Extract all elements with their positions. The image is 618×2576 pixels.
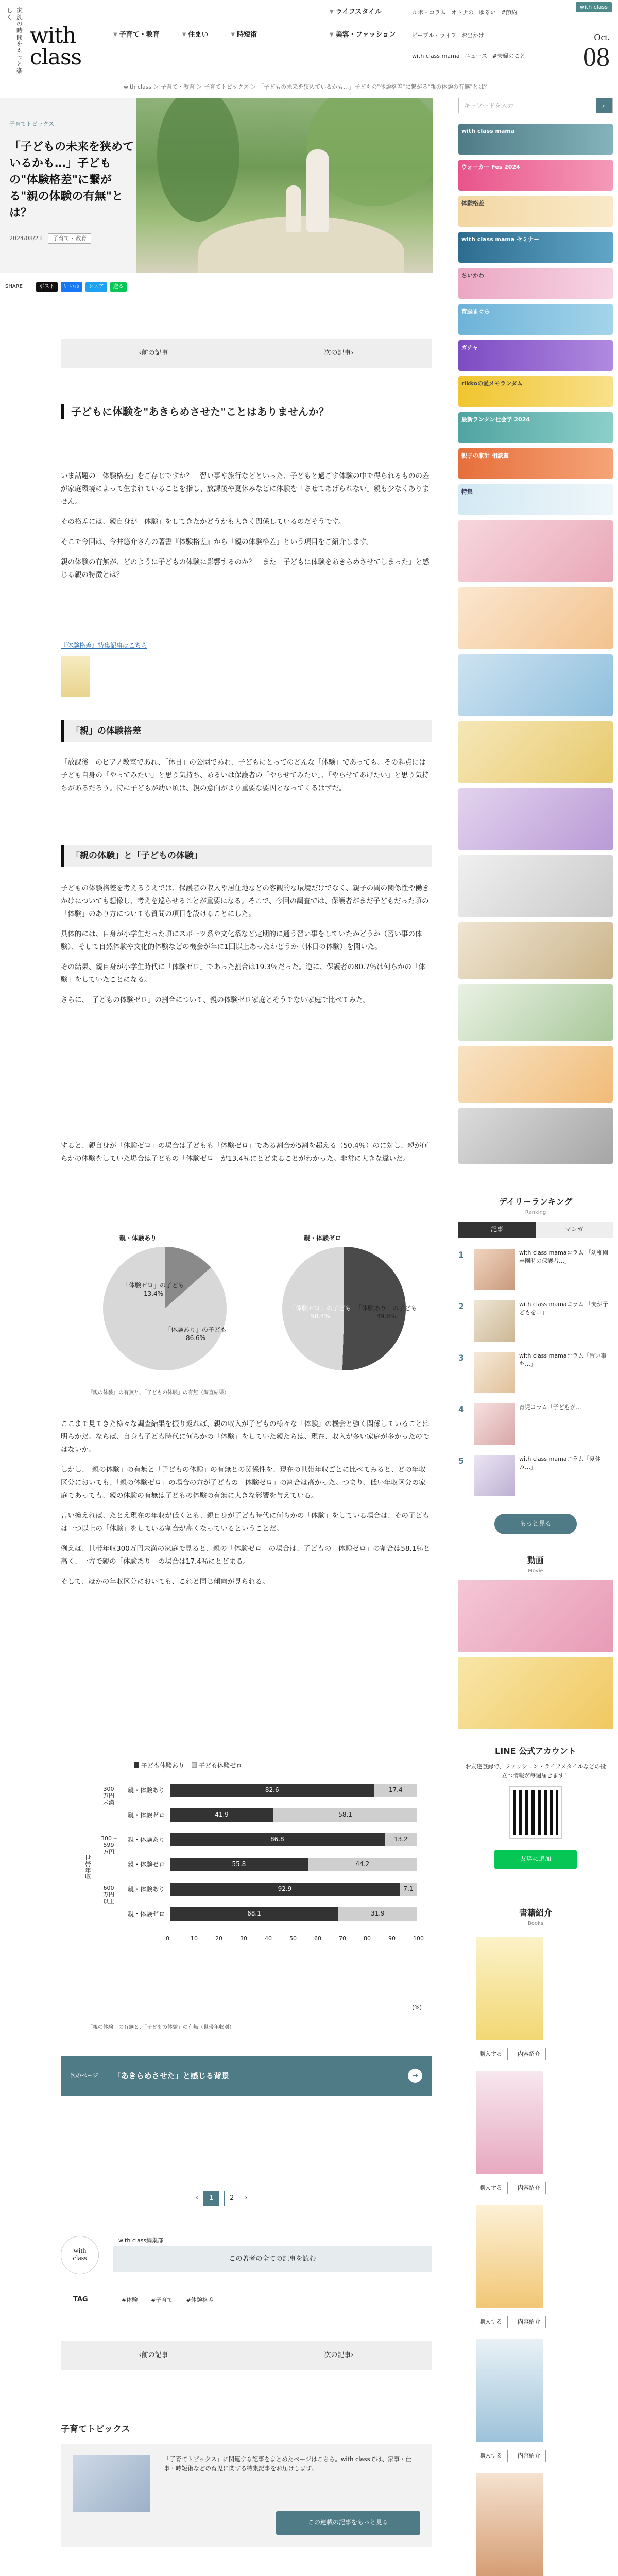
paragraph-3: 子どもの体験格差を考えるうえでは、保護者の収入や居住地などの客観的な環境だけでなく、親子の間の関係性や働きかけについても想像し、考えを巡らせることが重要になる。そこで、今回の調査では、保護者がまだ子どもだった頃の「体験」のあり方についても質問の項目を設けることにした。 具体的には、自身が小学生だった頃にスポーツ系や文化系など定期的に通う習い事をしていたかどうか（習い事の体験）、そして自然体験や文化的体験などの機会が年に1回以上あったかどうか（休日の体験）を聞いた。 その結果、親自身が小学生時代に「体験ゼロ」であった割合は19.3％だった。逆に、保護者の80.7％は何らかの「体験」をしていたことになる。 さらに、「子どもの体験ゼロ」の割合について、親の体験ゼロ家庭とそうでない家庭で比べてみた。 bbox=[61, 884, 430, 1004]
main-nav: ▼ 子育て・教育 ▼ 住まい ▼ 時短術 bbox=[113, 30, 257, 41]
x-tick-label: 50 bbox=[289, 1935, 297, 1942]
sidebar-ad[interactable] bbox=[458, 1108, 613, 1164]
topics-title: 子育てトピックス bbox=[61, 2424, 130, 2434]
figure-1-caption: 『親の体験』の有無と、「子どもの体験」の有無（調査結果） bbox=[88, 1390, 229, 1396]
line-text: お友達登録で、ファッション・ライフスタイルなどの役立つ情報が毎週届きます！ bbox=[465, 1763, 606, 1779]
sidebar-ad[interactable] bbox=[458, 922, 613, 979]
nav-lifestyle[interactable]: ライフスタイル bbox=[335, 8, 382, 16]
bar-row-label: 親・体験ゼロ bbox=[127, 1811, 165, 1819]
nav-beauty-wrap: ▼ 美容・ファッション bbox=[330, 30, 396, 41]
book-buttons bbox=[474, 2182, 546, 2194]
video-thumbnail[interactable] bbox=[458, 1657, 613, 1729]
paragraph-5: ここまで見てきた様々な調査結果を振り返れば、親の収入が子どもの様々な「体験」の機会と強く関係していることは明らかだ。ならば、自身も子ども時代に何らかの「体験」をしていた親たちは、現在、収入が多い家庭が多かったのではないか。 しかし、「親の体験」の有無と「子どもの体験」の有無との関係性を、現在の世帯年収ごとに比べてみると、どの年収区分においても、「親の体験ゼロ」の場合の方が子どもの「体験ゼロ」の割合は高かった。つまり、低い年収区分の家庭であっても、親の体験の有無は子どもの体験の有無に大きな影響を与えている。 言い換えれば、たとえ現在の年収が低くとも、親自身が子ども時代に何らかの「体験」をしている場合は、その子どもは一つ以上の「体験」をしている割合が高くなっているということだ。 例えば、世帯年収300万円未満の家庭で見ると、親の「体験ゼロ」の場合は、子どもの「体験ゼロ」の割合は58.1％と高く、一方で親の「体験あり」の場合は17.4％にとどまる。 そして、ほかの年収区分においても、これと同じ傾向が見られる。 bbox=[61, 1420, 431, 1586]
top-badge[interactable]: with class bbox=[576, 2, 612, 12]
sidebar-ad[interactable] bbox=[458, 654, 613, 716]
section-heading-3: 「親の体験」と「子どもの体験」 bbox=[61, 845, 432, 867]
legend-item-zero: 子ども体験ゼロ bbox=[192, 1761, 242, 1771]
article-pager-bottom bbox=[61, 2341, 432, 2370]
sidebar-ad[interactable] bbox=[458, 587, 613, 649]
share-label: SHARE bbox=[5, 284, 23, 290]
subnav-item[interactable]: ピープル・ライフ bbox=[412, 32, 456, 39]
sidebar-ad[interactable] bbox=[458, 788, 613, 850]
arrow-right-icon: → bbox=[408, 2069, 422, 2083]
legend-item-yes: 子ども体験あり bbox=[134, 1761, 184, 1771]
book-buttons bbox=[474, 2316, 546, 2328]
pagination-prev-icon[interactable]: ‹ bbox=[196, 2194, 199, 2202]
subnav-item[interactable]: ルポ・コラム bbox=[412, 9, 446, 16]
bar-group-label: 300〜599万円 bbox=[101, 1835, 117, 1856]
x-tick-label: 100 bbox=[413, 1935, 424, 1942]
article-tag[interactable]: 子育て・教育 bbox=[48, 233, 91, 244]
topics-box bbox=[61, 2444, 432, 2547]
buy-button[interactable]: 購入する bbox=[474, 2450, 508, 2462]
book-cover[interactable] bbox=[476, 2071, 543, 2174]
book-cover[interactable] bbox=[476, 2473, 543, 2576]
ranking-item[interactable]: 1 with class mamaコラム 「幼稚園卒園時の保護者…」 bbox=[458, 1249, 613, 1295]
ranking-tab-articles[interactable]: 記事 bbox=[458, 1222, 536, 1238]
line-qr-code bbox=[510, 1787, 561, 1838]
nav-parenting[interactable]: 子育て・教育 bbox=[119, 31, 160, 39]
tag-list bbox=[122, 2296, 214, 2305]
bar-row bbox=[170, 1883, 417, 1896]
bar-segment-yes: 41.9 bbox=[170, 1808, 273, 1822]
pie-title-1: 親・体験あり bbox=[119, 1234, 157, 1242]
author-name: with class編集部 bbox=[118, 2237, 164, 2244]
sidebar-ad[interactable]: 体験格差 bbox=[458, 196, 613, 227]
bar-segment-zero: 44.2 bbox=[308, 1858, 417, 1871]
sidebar-ad[interactable] bbox=[458, 1046, 613, 1103]
tag-item[interactable]: #体験 bbox=[122, 2297, 138, 2303]
sidebar-ad[interactable]: 育脳まぐら bbox=[458, 304, 613, 335]
subnav-item[interactable]: with class mama bbox=[412, 53, 460, 59]
ranking-item[interactable]: 2 with class mamaコラム 「夫が子どもを…」 bbox=[458, 1300, 613, 1347]
sidebar-ad[interactable] bbox=[458, 520, 613, 582]
line-add-friend-button[interactable]: 友達に追加 bbox=[494, 1850, 577, 1869]
ranking-more-button[interactable]: もっと見る bbox=[494, 1514, 577, 1534]
sidebar-ad[interactable]: with class mama bbox=[458, 124, 613, 155]
author-avatar: with class bbox=[61, 2236, 99, 2274]
bar-chart-xlabel: (%) bbox=[412, 2004, 422, 2011]
topics-text: 「子育てトピックス」に関連する記事をまとめたページはこちら。with classでは、家事・仕事・時短術などの育児に関する特集記事をお届けします。 bbox=[164, 2455, 412, 2472]
subnav-mid bbox=[412, 31, 489, 40]
prev-article-link[interactable]: ‹ 前の記事 bbox=[139, 2351, 168, 2359]
article-title: 「子どもの未来を狭めているかも…」子どもの"体験格差"に繋がる"親の体験の有無"とは？ bbox=[9, 141, 134, 219]
subnav-item[interactable]: #節約 bbox=[501, 9, 518, 16]
bar-group-label: 300万円未満 bbox=[103, 1786, 114, 1806]
subnav-item[interactable]: オトナの bbox=[451, 9, 474, 16]
x-tick-label: 80 bbox=[364, 1935, 371, 1942]
ranking-item[interactable]: 4 育児コラム「子どもが…」 bbox=[458, 1403, 613, 1450]
x-tick-label: 40 bbox=[265, 1935, 272, 1942]
nav-beauty[interactable]: 美容・ファッション bbox=[335, 31, 396, 39]
details-button[interactable]: 内容紹介 bbox=[512, 2048, 546, 2060]
bar-row-label: 親・体験あり bbox=[127, 1886, 165, 1893]
section-heading-1: 子どもに体験を"あきらめさせた"ことはありませんか？ bbox=[61, 404, 432, 419]
bar-row-label: 親・体験ゼロ bbox=[127, 1910, 165, 1918]
ranking-item[interactable]: 5 with class mamaコラム「夏休み…」 bbox=[458, 1455, 613, 1501]
ranking-item[interactable]: 3 with class mamaコラム「習い事を…」 bbox=[458, 1352, 613, 1398]
bar-segment-yes: 55.8 bbox=[170, 1858, 308, 1871]
article-hero bbox=[0, 98, 433, 273]
subnav-bottom bbox=[412, 52, 530, 61]
topics-more-button[interactable]: この連載の記事をもっと見る bbox=[276, 2511, 420, 2535]
sidebar-ad[interactable] bbox=[458, 721, 613, 783]
sidebar-ad[interactable] bbox=[458, 984, 613, 1041]
video-title: 動画 Movie bbox=[527, 1555, 544, 1574]
bar-segment-zero: 7.1 bbox=[400, 1883, 417, 1896]
bar-row bbox=[170, 1808, 417, 1822]
x-tick-label: 70 bbox=[339, 1935, 346, 1942]
paragraph-4: すると、親自身が「体験ゼロ」の場合は子どもも「体験ゼロ」である割合が5割を超える（50.4％）のに対し、親が何らかの体験をしていた場合は子どもの「体験ゼロ」が13.4％にとどまることがわかった。非常に大きな違いだ。 bbox=[61, 1142, 428, 1163]
sidebar-ad[interactable]: 最新ランタン社会学 2024 bbox=[458, 412, 613, 443]
site-tagline: 家族の時間をもっと楽しく bbox=[6, 7, 23, 74]
bar-chart-legend bbox=[134, 1761, 242, 1771]
topics-image[interactable] bbox=[73, 2455, 150, 2512]
pagination bbox=[196, 2191, 247, 2206]
buy-button[interactable]: 購入する bbox=[474, 2048, 508, 2060]
article-category[interactable]: 子育てトピックス bbox=[9, 121, 55, 127]
ranking-title: デイリーランキング Ranking bbox=[499, 1197, 573, 1215]
bar-segment-yes: 68.1 bbox=[170, 1907, 338, 1921]
bar-segment-zero: 58.1 bbox=[273, 1808, 417, 1822]
x-tick-label: 10 bbox=[191, 1935, 198, 1942]
book-cover[interactable] bbox=[476, 2339, 543, 2442]
share-facebook-button[interactable]: いいね bbox=[61, 282, 82, 292]
section-heading-2: 「親」の体験格差 bbox=[61, 720, 432, 742]
article-pager-top bbox=[61, 339, 432, 368]
video-thumbnail[interactable] bbox=[458, 1580, 613, 1652]
next-article-link[interactable]: 次の記事 › bbox=[324, 349, 354, 357]
x-tick-label: 20 bbox=[215, 1935, 222, 1942]
book-buttons bbox=[474, 2048, 546, 2060]
breadcrumb[interactable]: with class ＞ 子育て・教育 ＞ 子育てトピックス ＞ 「子どもの未来を狭めているかも…」子どもの"体験格差"に繋がる"親の体験の有無"とは？ bbox=[124, 83, 490, 90]
sidebar-ad[interactable]: ガチャ bbox=[458, 340, 613, 371]
bar-segment-yes: 86.8 bbox=[170, 1833, 385, 1846]
sidebar-ad[interactable] bbox=[458, 855, 613, 917]
tag-item[interactable]: #子育て bbox=[151, 2297, 173, 2303]
tags-label: TAG bbox=[73, 2296, 88, 2303]
bar-chart-ylabel: 世帯年収 bbox=[84, 1855, 92, 1879]
bar-segment-yes: 92.9 bbox=[170, 1883, 400, 1896]
sidebar-ad[interactable]: 特集 bbox=[458, 484, 613, 515]
nav-housing[interactable]: 住まい bbox=[188, 31, 209, 39]
prev-article-link[interactable]: ‹ 前の記事 bbox=[139, 349, 168, 357]
pie-title-2: 親・体験ゼロ bbox=[304, 1234, 341, 1242]
details-button[interactable]: 内容紹介 bbox=[512, 2182, 546, 2194]
pie1-slice-yes-label: 「体験あり」の子ども 86.6% bbox=[165, 1326, 227, 1342]
tag-item[interactable]: #体験格差 bbox=[186, 2297, 214, 2303]
subnav-item[interactable]: お出かけ bbox=[461, 32, 484, 39]
pie2-slice-yes-label: 「体験あり」の子ども 49.6% bbox=[355, 1304, 418, 1320]
x-tick-label: 30 bbox=[240, 1935, 247, 1942]
page-1-button[interactable]: 1 bbox=[203, 2191, 219, 2206]
bar-segment-zero: 13.2 bbox=[385, 1833, 417, 1846]
share-bar bbox=[5, 282, 127, 292]
bar-group-label: 600万円以上 bbox=[103, 1885, 114, 1905]
book-cover-image[interactable] bbox=[61, 656, 90, 697]
article-date: 2024/08/23 bbox=[9, 235, 42, 242]
nav-lifestyle-wrap: ▼ ライフスタイル bbox=[330, 7, 382, 18]
search-input[interactable]: キーワードを入力 ⌕ bbox=[458, 98, 613, 113]
site-header bbox=[0, 0, 618, 77]
bar-row bbox=[170, 1833, 417, 1846]
details-button[interactable]: 内容紹介 bbox=[512, 2450, 546, 2462]
book-buttons bbox=[474, 2450, 546, 2462]
sidebar-ad[interactable]: with class mama セミナー bbox=[458, 232, 613, 263]
sidebar-ad[interactable]: ちいかわ bbox=[458, 268, 613, 299]
pie1-slice-zero-label: 「体験ゼロ」の子ども 13.4% bbox=[123, 1282, 185, 1297]
pagination-next-icon[interactable]: › bbox=[245, 2194, 248, 2202]
ranking-tab-manga[interactable]: マンガ bbox=[536, 1222, 613, 1238]
bar-segment-yes: 82.6 bbox=[170, 1784, 374, 1797]
book-link[interactable]: 『体験格差』特集記事はこちら bbox=[61, 642, 148, 649]
bar-row-label: 親・体験ゼロ bbox=[127, 1861, 165, 1868]
hero-photo bbox=[136, 98, 433, 273]
intro-text: いま話題の「体験格差」をご存じですか？ 習い事や旅行などといった、子どもと過ごす体験の中で得られるものの差が家庭環境によって生まれていることを指し、放課後や夏休みなどに体験を「させてあげられない」親も少なくありません。 その格差には、親自身が「体験」をしてきたかどうかも大きく関係しているのだそうです。 そこで今回は、今井悠介さんの著書『体験格差』から「親の体験格差」という項目をご紹介します。 親の体験の有無が、どのように子どもの体験に影響するのか？ また「子どもに体験をあきらめさせてしまった」と感じる親の特徴とは？ bbox=[61, 472, 430, 579]
bar-row-label: 親・体験あり bbox=[127, 1836, 165, 1843]
bar-row bbox=[170, 1907, 417, 1921]
bar-row bbox=[170, 1784, 417, 1797]
line-title: LINE 公式アカウント bbox=[495, 1746, 576, 1756]
page-2-button[interactable]: 2 bbox=[224, 2191, 239, 2206]
bar-segment-zero: 31.9 bbox=[338, 1907, 417, 1921]
sidebar-ad[interactable]: ウォーカー Fes 2024 bbox=[458, 160, 613, 191]
buy-button[interactable]: 購入する bbox=[474, 2316, 508, 2328]
subnav-item[interactable]: ゆるい bbox=[478, 9, 496, 16]
pie-chart-parent-experience-yes bbox=[103, 1247, 227, 1370]
share-line-button[interactable]: 送る bbox=[110, 282, 127, 292]
details-button[interactable]: 内容紹介 bbox=[512, 2316, 546, 2328]
subnav-top bbox=[412, 8, 522, 18]
next-page-cta[interactable]: 次のページ 「あきらめさせた」と感じる背景 → bbox=[61, 2056, 432, 2096]
subnav-item[interactable]: #夫婦のこと bbox=[492, 53, 526, 59]
share-hatena-button[interactable]: シェア bbox=[85, 282, 107, 292]
x-tick-label: 90 bbox=[388, 1935, 396, 1942]
sidebar-ad[interactable]: 親子の家計 相談室 bbox=[458, 448, 613, 479]
today-date: Oct. 08 bbox=[583, 32, 610, 72]
paragraph-2: 「放課後」のピアノ教室であれ、「休日」の公園であれ、子どもにとってのどんな「体験」であっても、その起点には子ども自身の「やってみたい」と思う気持ち、あるいは保護者の「やらせてみたい」、「やらせてあげたい」と思う気持ちがあるだろう。特に子どもが幼い頃は、親の意向がより重要な要因となってくるはずだ。 bbox=[61, 758, 429, 792]
bar-row bbox=[170, 1858, 417, 1871]
search-icon[interactable]: ⌕ bbox=[596, 98, 612, 113]
share-x-button[interactable]: ポスト bbox=[36, 282, 58, 292]
sidebar-ad[interactable]: rikkoの愛メモランダム bbox=[458, 376, 613, 407]
book-cover[interactable] bbox=[476, 1937, 543, 2040]
subnav-item[interactable]: ニュース bbox=[465, 53, 488, 59]
next-article-link[interactable]: 次の記事 › bbox=[324, 2351, 354, 2359]
x-tick-label: 60 bbox=[314, 1935, 321, 1942]
x-tick-label: 0 bbox=[166, 1935, 169, 1942]
books-title: 書籍紹介 Books bbox=[519, 1908, 552, 1926]
book-cover[interactable] bbox=[476, 2205, 543, 2308]
bar-segment-zero: 17.4 bbox=[374, 1784, 417, 1797]
figure-2-caption: 「親の体験」の有無と、「子どもの体験」の有無（世帯年収別） bbox=[88, 2025, 234, 2030]
pie2-slice-zero-label: 「体験ゼロ」の子ども 50.4% bbox=[289, 1304, 352, 1320]
site-logo[interactable]: with class bbox=[30, 23, 82, 70]
buy-button[interactable]: 購入する bbox=[474, 2182, 508, 2194]
bar-row-label: 親・体験あり bbox=[127, 1787, 165, 1794]
author-all-articles-button[interactable]: この著者の全ての記事を読む bbox=[113, 2246, 432, 2272]
nav-timesaving[interactable]: 時短術 bbox=[237, 31, 258, 39]
